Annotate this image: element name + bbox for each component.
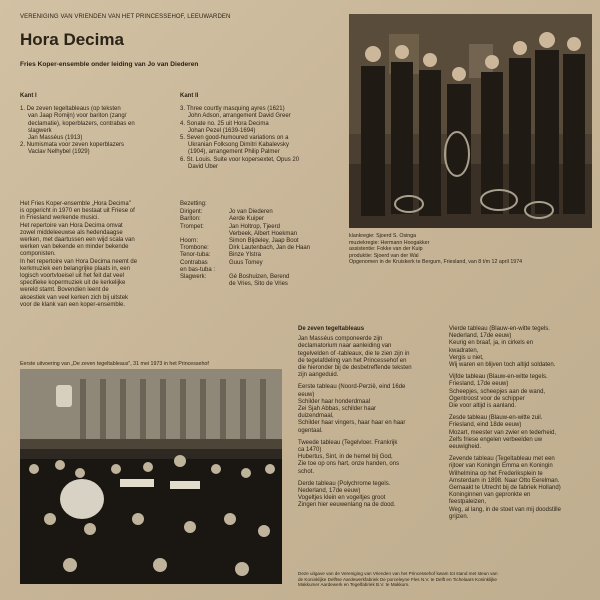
intro-line: Jan Masséus componeerde zijn bbox=[298, 336, 383, 343]
cast-role: en bas-tuba : bbox=[180, 266, 216, 273]
description-line: werken van bekende en minder bekende bbox=[20, 244, 129, 251]
description-line: In het repertoire van Hora Decima neemt de bbox=[20, 258, 138, 265]
description-line: specifieke kopermuziek uit de kerkelijke bbox=[20, 280, 126, 287]
description-line: logisch voortvloeisel uit het feit dat veel bbox=[20, 273, 125, 280]
tableau-line: Keurig en braaf, ja, in cirkels en bbox=[449, 340, 534, 347]
cast-names: Binze Ylstra bbox=[229, 252, 261, 259]
tableau-line: Vogeltjes klein en vogeltjes groot bbox=[298, 495, 386, 502]
tableau-line: Ogentroost voor de schipper bbox=[449, 395, 525, 402]
tableau-line: Zei Sjah Abbas, schilder haar bbox=[298, 406, 377, 413]
tableau-line: feestpaleizen, bbox=[449, 499, 487, 506]
tableau-line: ca 1470) bbox=[298, 447, 322, 454]
description-line: voor de klank van een koper-ensemble. bbox=[20, 301, 126, 308]
cast-names: Verbeek, Albert Hoekman bbox=[229, 230, 298, 237]
track-line: van Jaap Romijn) voor bariton (zang/ bbox=[28, 113, 127, 120]
tableaus-heading: De zeven tegeltableaus bbox=[298, 326, 365, 332]
concert-performance-photo bbox=[20, 369, 282, 584]
footer-line: Makkumer Aardewerk en Tegelfabriek B.V. te Makkum. bbox=[298, 582, 410, 588]
tableau-line: Schilder haar vingers, haar haar en haar bbox=[298, 420, 406, 427]
track-line: 6. St. Louis. Suite voor kopersextet, Opus 20 bbox=[180, 156, 300, 163]
tableau-line: Friesland, eind 18de eeuw) bbox=[449, 422, 522, 429]
tableau-line: Zingen hier eeuwenlang na de dood. bbox=[298, 502, 396, 509]
tableau-line: Gemaakt te Utrecht bij de fabriek Holland) bbox=[449, 485, 561, 492]
ensemble-group-photo bbox=[349, 14, 592, 228]
track-line: 2. Numismata voor zeven koperblazers bbox=[20, 142, 125, 149]
description-line: kerkmuziek een belangrijke plaats in, een bbox=[20, 265, 131, 272]
tableau-block bbox=[298, 481, 438, 510]
track-line: Jan Masséus (1913) bbox=[28, 135, 83, 142]
track-line: 1. De zeven tegeltableaus (op teksten bbox=[20, 106, 121, 113]
cast-role: Tenor-tuba: bbox=[180, 252, 211, 259]
tableau-line: rijtoer van Koningin Emma en Koningin bbox=[449, 463, 553, 470]
tableau-block bbox=[298, 384, 438, 434]
cast-role: Contrabas bbox=[180, 259, 208, 266]
cast-names: Jan Holtrop, Tjeerd bbox=[229, 223, 280, 230]
tableau-line: Vijfde tableau (Blauw-en-witte tegels. bbox=[449, 374, 548, 381]
tableau-line: duizendmaal, bbox=[298, 413, 334, 420]
ensemble-cast bbox=[180, 201, 346, 288]
tableau-line: Koninginnen van gepronkte en bbox=[449, 492, 531, 499]
side-one-heading: Kant I bbox=[20, 93, 37, 99]
tableau-line: grijzen. bbox=[449, 513, 469, 520]
sponsor-footer bbox=[298, 571, 598, 588]
side-one-tracklist bbox=[20, 93, 170, 157]
ensemble-description bbox=[20, 201, 180, 309]
tableau-line: eeuw) bbox=[298, 391, 315, 398]
credit-line: produktie: Sjoerd van der Wal bbox=[349, 252, 419, 259]
track-line: slagwerk bbox=[28, 127, 52, 134]
track-line: Ukranian Folksong Dimitri Kabalevsky bbox=[188, 142, 290, 149]
tableau-line: Nederland, 17de eeuw) bbox=[298, 488, 361, 495]
track-line: 5. Seven good-humoured variations on a bbox=[180, 135, 289, 142]
tableau-line: Scheepjes, scheepjes aan de wand, bbox=[449, 388, 546, 395]
tableau-line: Vierde tableau (Blauw-en-witte tegels. bbox=[449, 326, 550, 332]
description-line: Het repertoire van Hora Decima omvat bbox=[20, 222, 123, 229]
intro-line: die hieronder bij de desbetreffende teksten bbox=[298, 365, 412, 372]
credit-line: Opgenomen in de Kruiskerk te Bergum, Friesland, van 8 t/m 12 april 1974 bbox=[349, 259, 523, 265]
tableau-line: kwadraten, bbox=[449, 347, 479, 354]
cast-names: Gé Boshuizen, Berend bbox=[229, 274, 290, 281]
description-line: in Friesland werkende musici. bbox=[20, 215, 100, 222]
cast-names: Jo van Diederen bbox=[229, 209, 273, 216]
album-subtitle: Fries Koper-ensemble onder leiding van Jo van Diederen bbox=[20, 61, 199, 68]
tableaus-middle-column bbox=[298, 326, 438, 515]
cast-heading: Bezetting: bbox=[180, 201, 207, 207]
tableau-block bbox=[449, 456, 595, 521]
tableau-line: Wilhelmina op het Frederiksplein te bbox=[449, 470, 543, 477]
tableau-line: ogentaal. bbox=[298, 427, 323, 434]
cast-role: Bariton: bbox=[180, 216, 201, 223]
description-line: zowel middeleeuwse als hedendaagse bbox=[20, 229, 123, 236]
track-line: John Adson, arrangement David Greer bbox=[188, 113, 291, 120]
tableau-line: Vergis u niet, bbox=[449, 354, 484, 361]
tableau-line: Zelfs friese engelen verbeelden uw bbox=[449, 436, 543, 443]
intro-line: tegelvelden of -tableaux, die te zien zijn in bbox=[298, 350, 410, 357]
tableau-line: Nederland, 17de eeuw) bbox=[449, 333, 512, 340]
tableau-line: Zevende tableau (Tegeltableau met een bbox=[449, 456, 555, 463]
side-two-heading: Kant II bbox=[180, 93, 199, 99]
cast-names: de Vries, Sito de Vries bbox=[229, 281, 288, 288]
tableau-line: Die voor altijd is aanland. bbox=[449, 403, 517, 410]
side-two-tracklist bbox=[180, 93, 340, 171]
cast-role: Dirigent: bbox=[180, 209, 203, 216]
tableau-line: Hubertus, Sint, in de hemel bij God, bbox=[298, 454, 393, 461]
ensemble-photo-art bbox=[349, 14, 592, 228]
cast-role: Slagwerk: bbox=[180, 274, 207, 281]
credit-line: klankregie: Sjoerd S. Osinga bbox=[349, 233, 417, 239]
tableau-line: Wij waren en blijven toch altijd soldaten. bbox=[449, 362, 556, 369]
tableaus-intro bbox=[298, 336, 438, 379]
intro-line: zijn aangeduid. bbox=[298, 372, 339, 379]
tableau-line: Zesde tableau (Blauw-en-witte zuil. bbox=[449, 415, 543, 422]
tableau-block bbox=[449, 326, 595, 369]
footer-line: Deze uitgave van de Vereniging van Vrienden van het Princessehof kwam tot stand met steun van bbox=[298, 571, 498, 576]
tableau-line: schot. bbox=[298, 468, 315, 475]
tableau-line: Weg, al lang, in de stoet van mij doodstille bbox=[449, 506, 561, 513]
tableau-line: Friesland, 17de eeuw) bbox=[449, 381, 509, 388]
track-line: 4. Sonate no. 25 uit Hora Decima bbox=[180, 120, 269, 127]
cast-role: Trombone: bbox=[180, 245, 209, 252]
tableau-line: Eerste tableau (Noord-Perzië, eind 16de bbox=[298, 384, 406, 391]
cast-role: Hoorn: bbox=[180, 238, 199, 245]
cast-role: Trompet: bbox=[180, 223, 204, 230]
description-line: wereld stamt. Bovendien leent de bbox=[20, 287, 109, 294]
tableau-block bbox=[449, 415, 595, 451]
description-line: componisten. bbox=[20, 251, 56, 258]
concert-photo-art bbox=[20, 369, 282, 584]
production-credits bbox=[349, 233, 599, 266]
credit-line: assistentie: Fokke van der Kuip bbox=[349, 246, 423, 252]
description-line: werken, met daartussen een wijd scala van bbox=[20, 237, 135, 244]
tableau-line: Mozart, meester van zwier en tederheid, bbox=[449, 429, 557, 436]
description-line: akoestiek van veel kerken zich bij uitstek bbox=[20, 294, 129, 301]
tableau-block bbox=[298, 440, 438, 476]
photo-caption: Eerste uitvoering van „De zeven tegeltableaus", 31 mei 1973 in het Princessehof bbox=[20, 361, 209, 367]
description-line: Het Fries Koper-ensemble „Hora Decima" bbox=[20, 201, 131, 207]
tableau-block bbox=[449, 374, 595, 410]
track-line: (1904), arrangement Philip Palmer bbox=[188, 149, 280, 156]
album-title: Hora Decima bbox=[20, 30, 124, 49]
organization-name: VERENIGING VAN VRIENDEN VAN HET PRINCESSEHOF, LEEUWARDEN bbox=[20, 14, 231, 20]
tableau-line: Schilder haar honderdmaal bbox=[298, 398, 371, 405]
cast-names: Simon Bijdeley, Jaap Boot bbox=[229, 238, 299, 245]
track-line: David Uber bbox=[188, 163, 219, 170]
cast-names: Guus Tomey bbox=[229, 259, 263, 266]
tableaus-right-column bbox=[449, 326, 595, 526]
tableau-line: Amsterdam in 1898. Naar Otto Eerelman. bbox=[449, 477, 560, 484]
tableau-line: Tweede tableau (Tegelvloer. Frankrijk bbox=[298, 439, 398, 446]
footer-line: de Koninklijke Delftse Aardewerkfabriek De porceleyne Fles N.V. te Delft en Tichelaars Koninklijke bbox=[298, 576, 497, 582]
cast-names: Aerde Kuiper bbox=[229, 216, 265, 223]
credit-line: muziekregie: Hermann Hoogakker bbox=[349, 239, 430, 246]
track-line: 3. Three courtly masquing ayres (1621) bbox=[180, 106, 285, 113]
tableau-line: eeuwigheid. bbox=[449, 444, 482, 451]
intro-line: declamatorium naar aanleiding van bbox=[298, 343, 392, 350]
tableau-line: Zie toe op ons hart, onze handen, ons bbox=[298, 461, 400, 468]
track-line: declamatie), koperblazers, contrabas en bbox=[28, 120, 135, 127]
cast-names: Dirk Lautenbach, Jan de Haan bbox=[229, 245, 311, 252]
track-line: Vaclav Nelhybel (1929) bbox=[28, 149, 90, 156]
track-line: Johan Pezel (1639-1694) bbox=[188, 127, 256, 134]
tableau-line: Derde tableau (Polychrome tegels. bbox=[298, 480, 391, 487]
description-line: is opgericht in 1970 en bestaat uit Friese of bbox=[20, 208, 135, 215]
intro-line: de tegelafdeling van het Princessehof en bbox=[298, 357, 407, 364]
